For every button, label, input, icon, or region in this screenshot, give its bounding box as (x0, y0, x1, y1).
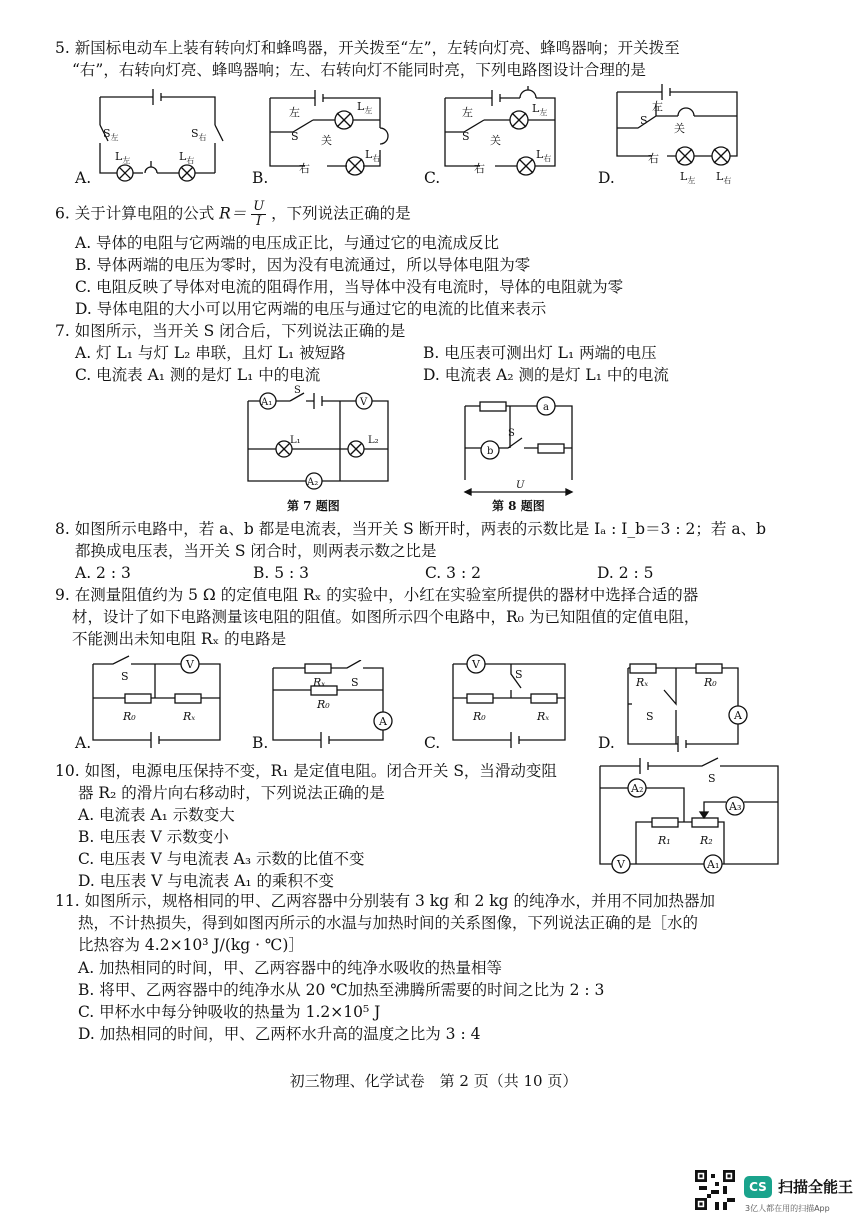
q10-stem-line1: 10. 如图，电源电压保持不变，R₁ 是定值电阻。闭合开关 S，当滑动变阻 (55, 762, 557, 780)
q5-option-d: D. (598, 169, 615, 187)
q9-option-c: C. (424, 734, 441, 752)
q11-stem-line1: 11. 如图所示，规格相同的甲、乙两容器中分别装有 3 kg 和 2 kg 的纯净水，并用不同加热器加 (55, 892, 715, 910)
q9-circuit-c (445, 650, 590, 750)
svg-text:S: S (640, 114, 648, 127)
svg-text:R₀: R₀ (317, 698, 330, 711)
q9-circuit-a (85, 650, 235, 750)
svg-text:L右: $L_右$ (536, 148, 552, 163)
q8-stem-line1: 8. 如图所示电路中，若 a、b 都是电流表，当开关 S 断开时，两表的示数比是 Iₐ : I_b＝3 : 2；若 a、b (55, 520, 766, 538)
q5-option-b: B. (252, 169, 269, 187)
svg-text:Rₓ: Rₓ (313, 676, 326, 689)
svg-text:关: 关 (674, 122, 685, 135)
svg-text:Rₓ: Rₓ (183, 710, 196, 723)
q9-circuit-d (620, 658, 755, 752)
svg-text:L₁: L₁ (290, 435, 301, 446)
q6-stem (55, 200, 411, 229)
svg-text:Rₓ: Rₓ (537, 710, 550, 723)
q5-stem-line2: “右”，右转向灯亮、蜂鸣器响；左、右转向灯不能同时亮，下列电路图设计合理的是 (72, 61, 646, 79)
q7-option-d: D. 电流表 A₂ 测的是灯 L₁ 中的电流 (423, 366, 669, 384)
svg-text:左: 左 (652, 100, 663, 113)
q7-figure-caption: 第 7 题图 (287, 499, 340, 513)
q11-option-b: B. 将甲、乙两容器中的纯净水从 20 ℃加热至沸腾所需要的时间之比为 2 : 3 (78, 981, 605, 999)
q9-option-b: B. (252, 734, 269, 752)
svg-text:A: A (379, 715, 387, 728)
svg-text:R₀: R₀ (473, 710, 486, 723)
camscanner-tagline: 3亿人都在用的扫描App (745, 1204, 830, 1213)
q5-stem-line1: 5. 新国标电动车上装有转向灯和蜂鸣器，开关拨至“左”，左转向灯亮、蜂鸣器响；开关拨至 (55, 39, 680, 57)
svg-text:S: S (121, 670, 129, 683)
q9-option-d: D. (598, 734, 615, 752)
q6-option-c: C. 电阻反映了导体对电流的阻碍作用，当导体中没有电流时，导体的电阻就为零 (75, 278, 624, 296)
svg-text:L左: $L_左$ (680, 170, 696, 185)
svg-text:S: S (708, 772, 716, 785)
svg-text:右: 右 (299, 162, 310, 175)
svg-text:A₂: A₂ (631, 782, 644, 795)
svg-text:V: V (617, 858, 625, 871)
svg-text:R₀: R₀ (704, 676, 717, 689)
svg-text:R₂: R₂ (700, 834, 713, 847)
svg-text:S: S (462, 130, 470, 143)
svg-text:L右: $L_右$ (716, 170, 732, 185)
svg-text:S: S (351, 676, 359, 689)
svg-text:关: 关 (490, 134, 501, 147)
svg-text:b: b (487, 446, 494, 457)
q5-option-a: A. (75, 169, 92, 187)
q7-option-b: B. 电压表可测出灯 L₁ 两端的电压 (423, 344, 657, 362)
q8-figure-caption: 第 8 题图 (492, 499, 545, 513)
q10-option-a: A. 电流表 A₁ 示数变大 (78, 806, 235, 824)
q6-fraction (251, 200, 266, 229)
q9-stem-line3: 不能测出未知电阻 Rₓ 的电路是 (72, 630, 287, 648)
svg-text:L左: $L_左$ (532, 102, 548, 117)
svg-text:S左: $S_左$ (103, 127, 119, 142)
svg-text:R₀: R₀ (123, 710, 136, 723)
q9-circuit-b (265, 660, 405, 750)
q11-stem-line3: 比热容为 4.2×10³ J/(kg · ℃)］ (78, 936, 304, 954)
q8-option-a: A. 2 : 3 (75, 564, 131, 582)
q8-option-b: B. 5 : 3 (253, 564, 310, 582)
svg-text:L右: $L_右$ (365, 148, 381, 163)
q8-option-c: C. 3 : 2 (425, 564, 481, 582)
q10-option-c: C. 电压表 V 与电流表 A₃ 示数的比值不变 (78, 850, 365, 868)
q9-option-a: A. (75, 734, 92, 752)
q6-fraction-denominator: I (256, 214, 262, 229)
q5-circuit-c (440, 84, 580, 188)
q10-option-b: B. 电压表 V 示数变小 (78, 828, 229, 846)
q6-formula-lhs: R＝ (219, 204, 247, 223)
q7-stem: 7. 如图所示，当开关 S 闭合后，下列说法正确的是 (55, 322, 406, 340)
svg-text:S: S (291, 130, 299, 143)
q7-circuit (240, 385, 400, 497)
q11-stem-line2: 热，不计热损失，得到如图丙所示的水温与加热时间的关系图像，下列说法正确的是［水的 (78, 914, 699, 932)
svg-text:V: V (360, 397, 368, 408)
svg-text:L左: $L_左$ (357, 100, 373, 115)
svg-text:S右: $S_右$ (191, 127, 207, 142)
q6-stem-pre: 6. 关于计算电阻的公式 (55, 204, 215, 223)
svg-text:S: S (508, 428, 515, 439)
q5-circuit-d (612, 84, 752, 188)
svg-text:R₁: R₁ (658, 834, 671, 847)
svg-text:关: 关 (321, 134, 332, 147)
q6-fraction-numerator: U (253, 199, 265, 214)
q6-option-a: A. 导体的电阻与它两端的电压成正比，与通过它的电流成反比 (75, 234, 500, 252)
q8-circuit (460, 390, 585, 500)
svg-text:S: S (646, 710, 654, 723)
svg-text:V: V (186, 658, 194, 671)
q9-stem-line1: 9. 在测量阻值约为 5 Ω 的定值电阻 Rₓ 的实验中，小红在实验室所提供的器材中选择合适的器 (55, 586, 699, 604)
q7-option-c: C. 电流表 A₁ 测的是灯 L₁ 中的电流 (75, 366, 321, 384)
q5-circuit-b (265, 88, 405, 188)
q11-option-a: A. 加热相同的时间，甲、乙两容器中的纯净水吸收的热量相等 (78, 959, 503, 977)
page-footer: 初三物理、化学试卷 第 2 页（共 10 页） (289, 1072, 578, 1090)
q9-stem-line2: 材，设计了如下电路测量该电阻的阻值。如图所示四个电路中，R₀ 为已知阻值的定值电阻， (72, 608, 700, 626)
svg-text:左: 左 (289, 106, 300, 119)
q8-option-d: D. 2 : 5 (597, 564, 654, 582)
q10-stem-line2: 器 R₂ 的滑片向右移动时，下列说法正确的是 (78, 784, 385, 802)
svg-text:A₂: A₂ (307, 477, 319, 488)
svg-text:a: a (543, 402, 549, 413)
svg-text:S: S (294, 385, 301, 396)
q10-circuit (592, 752, 792, 880)
svg-text:A₁: A₁ (707, 858, 720, 871)
q6-stem-post: ，下列说法正确的是 (271, 204, 411, 223)
camscanner-logo-icon: CS (744, 1176, 772, 1198)
camscanner-name: 扫描全能王 (778, 1178, 854, 1196)
q5-option-c: C. (424, 169, 441, 187)
svg-text:左: 左 (462, 106, 473, 119)
svg-text:L左: $L_左$ (115, 150, 131, 165)
svg-text:S: S (515, 668, 523, 681)
qr-code-icon (695, 1170, 735, 1210)
q10-option-d: D. 电压表 V 与电流表 A₁ 的乘积不变 (78, 872, 335, 890)
svg-text:A: A (734, 709, 742, 722)
svg-text:右: 右 (474, 162, 485, 175)
q7-option-a: A. 灯 L₁ 与灯 L₂ 串联，且灯 L₁ 被短路 (75, 344, 346, 362)
q6-option-d: D. 导体电阻的大小可以用它两端的电压与通过它的电流的比值来表示 (75, 300, 547, 318)
svg-text:A₃: A₃ (729, 800, 742, 813)
q5-circuit-a (75, 85, 240, 190)
svg-text:A₁: A₁ (261, 397, 273, 408)
q11-option-c: C. 甲杯水中每分钟吸收的热量为 1.2×10⁵ J (78, 1003, 381, 1021)
q11-option-d: D. 加热相同的时间，甲、乙两杯水升高的温度之比为 3 : 4 (78, 1025, 481, 1043)
svg-text:右: 右 (648, 152, 659, 165)
svg-text:U: U (516, 480, 525, 491)
q6-option-b: B. 导体两端的电压为零时，因为没有电流通过，所以导体电阻为零 (75, 256, 531, 274)
svg-text:V: V (472, 658, 480, 671)
svg-text:L₂: L₂ (368, 435, 379, 446)
q8-stem-line2: 都换成电压表，当开关 S 闭合时，则两表示数之比是 (75, 542, 437, 560)
svg-text:Rₓ: Rₓ (636, 676, 649, 689)
svg-text:L右: $L_右$ (179, 150, 195, 165)
